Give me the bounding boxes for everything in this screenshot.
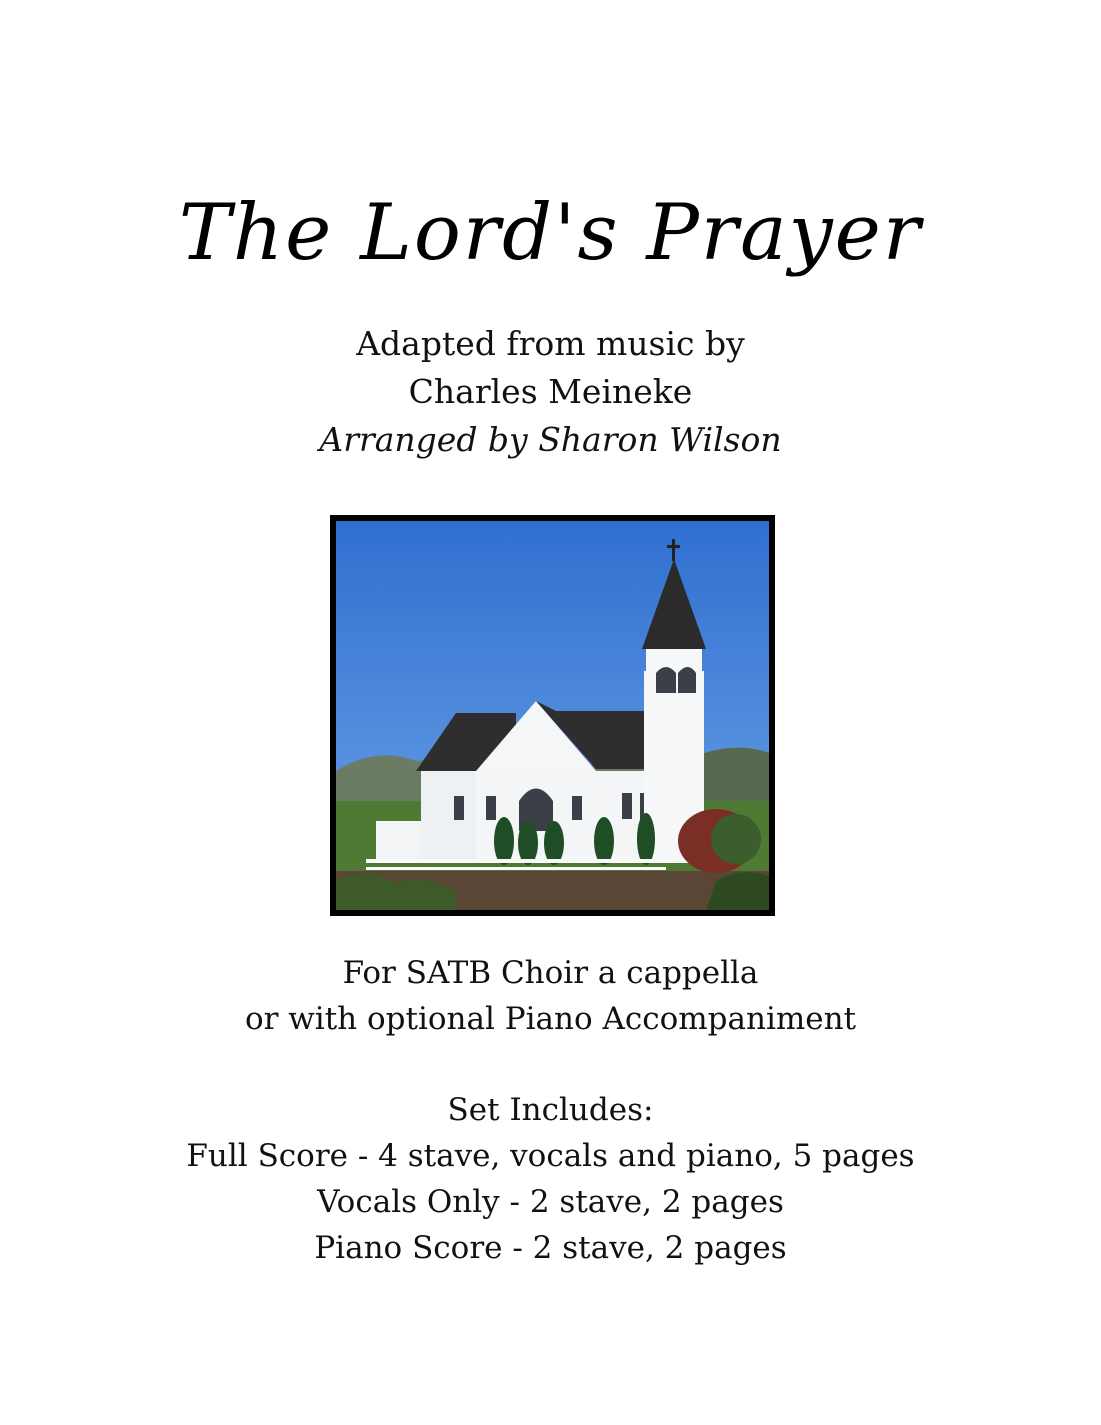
scoring-line-1: For SATB Choir a cappella: [342, 955, 759, 991]
church-photo: [330, 515, 775, 916]
adapted-from-line: Adapted from music by: [356, 324, 745, 363]
composer-name: Charles Meineke: [408, 372, 693, 411]
set-item: Full Score - 4 stave, vocals and piano, 5 pages: [186, 1138, 915, 1174]
set-item: Vocals Only - 2 stave, 2 pages: [317, 1184, 784, 1220]
set-item: Piano Score - 2 stave, 2 pages: [314, 1230, 787, 1266]
credits-block: [0, 320, 1101, 464]
set-includes-block: [0, 1087, 1101, 1271]
page-title: The Lord's Prayer: [178, 188, 923, 278]
set-includes-heading: Set Includes:: [447, 1092, 654, 1128]
scoring-line-2: or with optional Piano Accompaniment: [244, 1001, 857, 1037]
church-illustration: [336, 521, 769, 910]
arranger-line: Arranged by Sharon Wilson: [319, 420, 782, 459]
scoring-block: [0, 950, 1101, 1042]
